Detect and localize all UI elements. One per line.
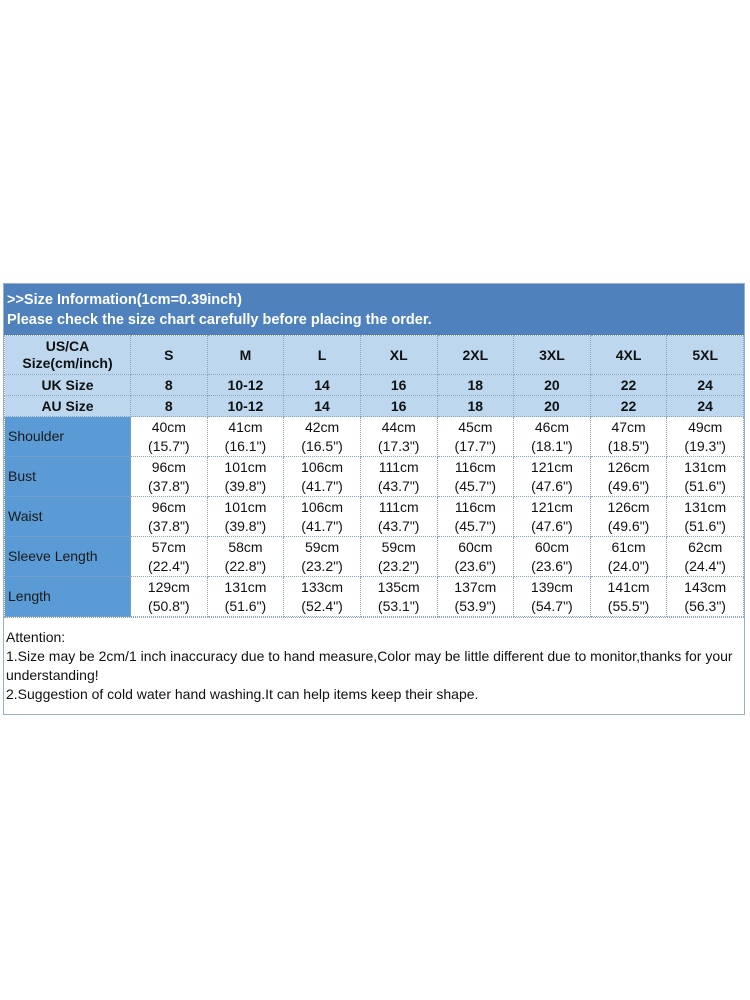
measurement-label: Bust	[5, 457, 131, 497]
measurement-cell	[131, 577, 208, 617]
cm-value: 129cm	[147, 578, 190, 595]
attention-title: Attention:	[6, 629, 66, 645]
uk-size-cell: 8	[131, 375, 208, 396]
cm-value: 41cm	[228, 418, 263, 435]
inch-value: (56.3")	[684, 597, 726, 614]
inch-value: (51.6")	[224, 597, 267, 614]
size-header-cell: S	[131, 336, 208, 375]
cm-value: 101cm	[224, 498, 267, 515]
inch-value: (24.4")	[684, 557, 726, 574]
inch-value: (39.8")	[224, 517, 267, 534]
measurement-cell	[514, 457, 591, 497]
inch-value: (37.8")	[148, 517, 190, 534]
measurement-cell	[514, 537, 591, 577]
cm-value: 141cm	[607, 578, 650, 595]
inch-value: (55.5")	[607, 597, 650, 614]
cm-value: 106cm	[301, 458, 344, 475]
inch-value: (22.8")	[224, 557, 267, 574]
us-label-line1: US/CA	[45, 338, 90, 354]
cm-value: 101cm	[224, 458, 267, 475]
inch-value: (22.4")	[148, 557, 190, 574]
cm-value: 59cm	[304, 538, 340, 555]
measurement-cell	[360, 417, 437, 457]
inch-value: (49.6")	[607, 517, 650, 534]
measurement-cell	[360, 497, 437, 537]
cm-value: 59cm	[381, 538, 416, 555]
measurement-cell	[437, 417, 514, 457]
inch-value: (45.7")	[454, 477, 497, 494]
au-size-cell: 16	[360, 396, 437, 417]
au-size-cell: 22	[590, 396, 667, 417]
banner-title: >>Size Information(1cm=0.39inch)	[7, 292, 242, 308]
cm-value: 137cm	[454, 578, 497, 595]
inch-value: (15.7")	[148, 437, 190, 454]
measurement-cell	[514, 577, 591, 617]
inch-value: (39.8")	[224, 477, 267, 494]
cm-value: 131cm	[684, 458, 727, 475]
measurement-cell	[284, 537, 361, 577]
cm-value: 57cm	[151, 538, 186, 555]
uk-size-cell: 16	[360, 375, 437, 396]
inch-value: (16.5")	[301, 437, 343, 454]
size-table	[4, 335, 744, 617]
inch-value: (51.6")	[684, 477, 726, 494]
inch-value: (43.7")	[377, 517, 420, 534]
measurement-label: Shoulder	[5, 417, 131, 457]
size-header-cell: L	[284, 336, 361, 375]
size-header-cell: 3XL	[514, 336, 591, 375]
measurement-cell	[207, 497, 284, 537]
measurement-cell	[284, 577, 361, 617]
au-size-row	[5, 396, 744, 417]
uk-size-cell: 18	[437, 375, 514, 396]
measurement-cell	[514, 417, 591, 457]
size-info-banner	[4, 284, 744, 335]
measurement-cell	[284, 497, 361, 537]
measurement-cell	[284, 457, 361, 497]
inch-value: (23.2")	[377, 557, 420, 574]
inch-value: (53.9")	[454, 597, 497, 614]
note-washing: 2.Suggestion of cold water hand washing.It can help items keep their shape.	[6, 686, 479, 702]
measurement-row	[5, 417, 744, 457]
cm-value: 44cm	[381, 418, 416, 435]
inch-value: (18.1")	[531, 437, 573, 454]
measurement-row	[5, 457, 744, 497]
size-header-cell: 2XL	[437, 336, 514, 375]
au-size-cell: 20	[514, 396, 591, 417]
au-size-cell: 18	[437, 396, 514, 417]
inch-value: (47.6")	[531, 517, 573, 534]
size-header-cell: XL	[360, 336, 437, 375]
cm-value: 131cm	[684, 498, 727, 515]
cm-value: 111cm	[378, 498, 419, 515]
inch-value: (18.5")	[607, 437, 650, 454]
uk-size-cell: 22	[590, 375, 667, 396]
measurement-label: Sleeve Length	[5, 537, 131, 577]
size-header-cell: M	[207, 336, 284, 375]
measurement-row	[5, 577, 744, 617]
measurement-cell	[207, 577, 284, 617]
measurement-cell	[437, 457, 514, 497]
cm-value: 60cm	[534, 538, 570, 555]
measurement-row	[5, 497, 744, 537]
inch-value: (23.2")	[301, 557, 343, 574]
cm-value: 45cm	[458, 418, 493, 435]
au-size-cell: 8	[131, 396, 208, 417]
measurement-cell	[207, 417, 284, 457]
cm-value: 121cm	[530, 458, 573, 475]
measurement-label: Length	[5, 577, 131, 617]
inch-value: (17.3")	[377, 437, 420, 454]
measurement-cell	[207, 457, 284, 497]
inch-value: (23.6")	[531, 557, 573, 574]
measurement-label: Waist	[5, 497, 131, 537]
cm-value: 62cm	[688, 538, 723, 555]
inch-value: (23.6")	[454, 557, 497, 574]
inch-value: (41.7")	[301, 477, 343, 494]
measurement-cell	[284, 417, 361, 457]
inch-value: (53.1")	[377, 597, 420, 614]
measurement-cell	[437, 577, 514, 617]
inch-value: (52.4")	[301, 597, 343, 614]
inch-value: (37.8")	[148, 477, 190, 494]
inch-value: (17.7")	[454, 437, 497, 454]
cm-value: 143cm	[684, 578, 727, 595]
measurement-cell	[667, 417, 744, 457]
cm-value: 126cm	[607, 498, 650, 515]
banner-instruction: Please check the size chart carefully before placing the order.	[7, 312, 432, 328]
cm-value: 61cm	[611, 538, 646, 555]
inch-value: (19.3")	[684, 437, 726, 454]
cm-value: 133cm	[301, 578, 344, 595]
measurement-cell	[667, 497, 744, 537]
measurement-cell	[667, 457, 744, 497]
measurement-cell	[590, 497, 667, 537]
us-label-line2: Size(cm/inch)	[22, 355, 113, 371]
inch-value: (45.7")	[454, 517, 497, 534]
measurement-cell	[667, 537, 744, 577]
cm-value: 60cm	[458, 538, 493, 555]
cm-value: 121cm	[530, 498, 573, 515]
cm-value: 42cm	[304, 418, 340, 435]
uk-size-cell: 14	[284, 375, 361, 396]
us-size-row	[5, 336, 744, 375]
measurement-row	[5, 537, 744, 577]
au-size-cell: 14	[284, 396, 361, 417]
inch-value: (41.7")	[301, 517, 343, 534]
au-size-cell: 10-12	[207, 396, 284, 417]
inch-value: (47.6")	[531, 477, 573, 494]
measurement-cell	[514, 497, 591, 537]
cm-value: 49cm	[688, 418, 723, 435]
size-header-cell: 5XL	[667, 336, 744, 375]
measurement-cell	[360, 537, 437, 577]
measurement-cell	[667, 577, 744, 617]
inch-value: (54.7")	[531, 597, 573, 614]
uk-size-label: UK Size	[5, 375, 131, 396]
cm-value: 126cm	[607, 458, 650, 475]
size-header-cell: 4XL	[590, 336, 667, 375]
cm-value: 58cm	[228, 538, 263, 555]
cm-value: 40cm	[151, 418, 186, 435]
measurement-cell	[131, 537, 208, 577]
cm-value: 46cm	[534, 418, 570, 435]
measurement-cell	[131, 457, 208, 497]
uk-size-cell: 24	[667, 375, 744, 396]
measurement-cell	[360, 457, 437, 497]
inch-value: (49.6")	[607, 477, 650, 494]
inch-value: (43.7")	[377, 477, 420, 494]
measurement-cell	[131, 497, 208, 537]
uk-size-cell: 10-12	[207, 375, 284, 396]
measurement-cell	[590, 417, 667, 457]
cm-value: 96cm	[151, 498, 186, 515]
measurement-cell	[590, 457, 667, 497]
measurement-cell	[437, 537, 514, 577]
note-measurement: 1.Size may be 2cm/1 inch inaccuracy due to hand measure,Color may be little different due to monitor,thanks for your understanding!	[6, 648, 733, 683]
cm-value: 111cm	[378, 458, 419, 475]
measurement-cell	[360, 577, 437, 617]
uk-size-row	[5, 375, 744, 396]
size-chart	[3, 283, 745, 715]
au-size-cell: 24	[667, 396, 744, 417]
cm-value: 131cm	[224, 578, 267, 595]
au-size-label: AU Size	[5, 396, 131, 417]
cm-value: 139cm	[530, 578, 573, 595]
inch-value: (50.8")	[148, 597, 190, 614]
measurement-cell	[590, 537, 667, 577]
uk-size-cell: 20	[514, 375, 591, 396]
cm-value: 47cm	[611, 418, 646, 435]
cm-value: 116cm	[454, 498, 496, 515]
cm-value: 96cm	[151, 458, 186, 475]
us-size-label	[5, 336, 131, 375]
inch-value: (51.6")	[684, 517, 726, 534]
inch-value: (16.1")	[224, 437, 267, 454]
cm-value: 116cm	[454, 458, 496, 475]
inch-value: (24.0")	[607, 557, 650, 574]
measurement-cell	[131, 417, 208, 457]
cm-value: 106cm	[301, 498, 344, 515]
measurement-cell	[590, 577, 667, 617]
measurement-cell	[437, 497, 514, 537]
measurement-cell	[207, 537, 284, 577]
attention-notes	[4, 617, 744, 714]
cm-value: 135cm	[377, 578, 420, 595]
